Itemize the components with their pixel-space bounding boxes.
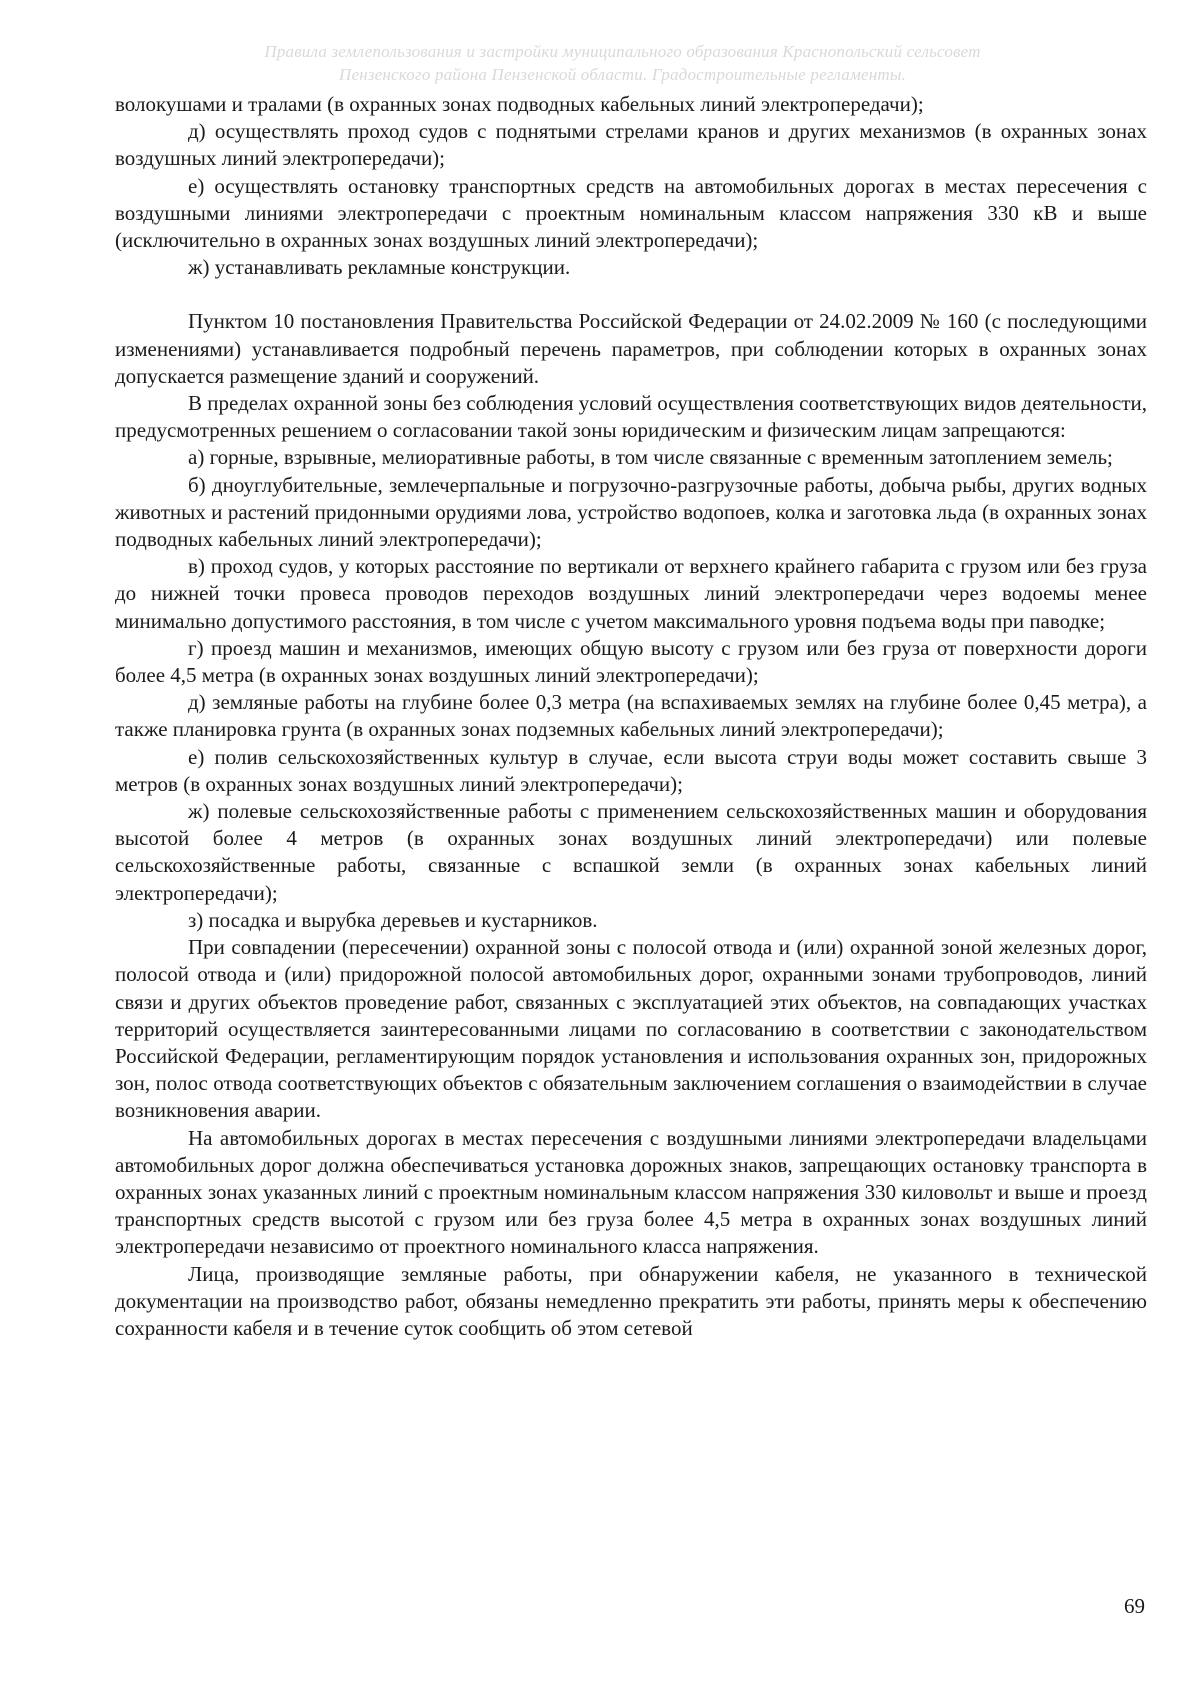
running-header-line-1: Правила землепользования и застройки муниципального образования Краснопольский сельсовет — [264, 42, 981, 61]
document-body — [115, 91, 1147, 1342]
list-item-v-vessel-passage: в) проход судов, у которых расстояние по вертикали от верхнего крайнего габарита с грузом или без груза до нижней точки провеса проводов переходов воздушных линий электропередачи через водоемы менее минимально допустимого расстояния, в том числе с учетом максимального уровня подъема воды при паводке; — [115, 554, 1147, 633]
page-number: 69 — [1124, 1594, 1145, 1618]
list-item-e-stopping: е) осуществлять остановку транспортных средств на автомобильных дорогах в местах пересечения с воздушными линиями электропередачи с проектным номинальным классом напряжения 330 кВ и выше (исключительно в охранных зонах воздушных линий электропередачи); — [115, 173, 1147, 253]
paragraph-cable-discovery: Лица, производящие земляные работы, при обнаружении кабеля, не указанного в технической документации на производство работ, обязаны немедленно прекратить эти работы, принять меры к обеспечению сохранности кабеля и в течение суток сообщить об этом сетевой — [115, 1261, 1147, 1340]
running-header-line-2: Пензенского района Пензенской области. Градостроительные регламенты. — [338, 65, 907, 84]
list-item-g-vehicle-height: г) проезд машин и механизмов, имеющих общую высоту с грузом или без груза от поверхности дороги более 4,5 метра (в охранных зонах воздушных линий электропередачи); — [115, 635, 1147, 688]
list-item-b-dredging: б) дноуглубительные, землечерпальные и погрузочно-разгрузочные работы, добыча рыбы, других водных животных и растений придонными орудиями лова, устройство водопоев, колка и заготовка льда (в охранных зонах подводных кабельных линий электропередачи); — [115, 472, 1147, 552]
list-item-zh-field-works: ж) полевые сельскохозяйственные работы с применением сельскохозяйственных машин и оборудования высотой более 4 метров (в охранных зонах воздушных линий электропередачи) или полевые сельскохозяйственные работы, связанные с вспашкой земли (в охранных зонах кабельных линий электропередачи); — [115, 799, 1147, 905]
list-item-d-earthworks: д) земляные работы на глубине более 0,3 метра (на вспахиваемых землях на глубине более 0,45 метра), а также планировка грунта (в охранных зонах подземных кабельных линий электропередачи); — [115, 690, 1147, 742]
paragraph-zone-overlap: При совпадении (пересечении) охранной зоны с полосой отвода и (или) охранной зоной железных дорог, полосой отвода и (или) придорожной полосой автомобильных дорог, охранными зонами трубопроводов, линий связи и других объектов проведение работ, связанных с эксплуатацией этих объектов, на совпадающих участках территорий осуществляется заинтересованными лицами по согласованию в соответствии с законодательством Российской Федерации, регламентирующим порядок установления и использования охранных зон, придорожных зон, полос отвода соответствующих объектов с обязательным заключением соглашения о взаимодействии в случае возникновения аварии. — [115, 935, 1147, 1123]
list-item-e-irrigation: е) полив сельскохозяйственных культур в случае, если высота струи воды может составить свыше 3 метров (в охранных зонах воздушных линий электропередачи); — [115, 744, 1147, 796]
list-item-a-mining: а) горные, взрывные, мелиоративные работы, в том числе связанные с временным затоплением земель; — [188, 445, 1113, 470]
list-item-d-vessels: д) осуществлять проход судов с поднятыми стрелами кранов и других механизмов (в охранных зонах воздушных линий электропередачи); — [115, 119, 1147, 171]
paragraph-prohibitions-intro: В пределах охранной зоны без соблюдения условий осуществления соответствующих видов деятельности, предусмотренных решением о согласовании такой зоны юридическим и физическим лицам запрещаются: — [115, 391, 1147, 443]
list-item-zh-advertising: ж) устанавливать рекламные конструкции. — [188, 255, 571, 280]
paragraph-continuation: волокушами и тралами (в охранных зонах подводных кабельных линий электропередачи); — [115, 92, 924, 116]
paragraph-road-signs: На автомобильных дорогах в местах пересечения с воздушными линиями электропередачи владельцами автомобильных дорог должна обеспечиваться установка дорожных знаков, запрещающих остановку транспорта в охранных зонах указанных линий с проектным номинальным классом напряжения 330 киловольт и выше и проезд транспортных средств высотой с грузом или без груза более 4,5 метра в охранных зонах воздушных линий электропередачи независимо от проектного номинального класса напряжения. — [115, 1125, 1147, 1259]
list-item-z-trees: з) посадка и вырубка деревьев и кустарников. — [188, 907, 598, 932]
paragraph-gap — [115, 281, 1147, 308]
running-header — [150, 40, 1095, 86]
paragraph-resolution-160: Пунктом 10 постановления Правительства Российской Федерации от 24.02.2009 № 160 (с последующими изменениями) устанавливается подробный перечень параметров, при соблюдении которых в охранных зонах допускается размещение зданий и сооружений. — [115, 309, 1147, 388]
